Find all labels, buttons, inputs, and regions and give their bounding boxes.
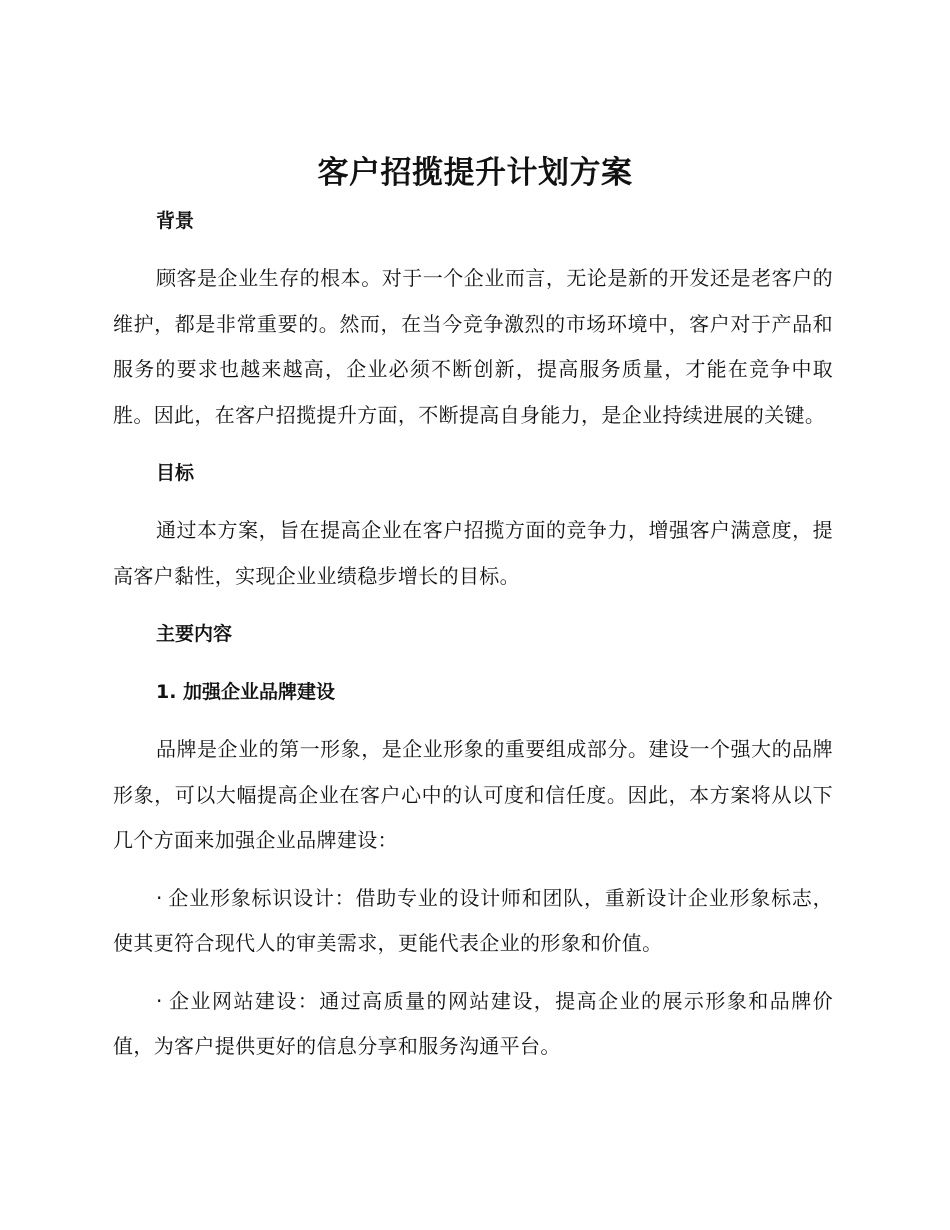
bullet-item (113, 979, 833, 1070)
subsection-heading-brand: 1. 加强企业品牌建设 (156, 681, 336, 703)
bullet-item (113, 876, 833, 967)
bullet-text: 企业网站建设：通过高质量的网站建设，提高企业的展示形象和品牌价值，为客户提供更好的信息分享和服务沟通平台。 (113, 988, 833, 1058)
section-heading-main-content: 主要内容 (156, 623, 233, 645)
paragraph-background: 顾客是企业生存的根本。对于一个企业而言，无论是新的开发还是老客户的维护，都是非常重要的。然而，在当今竞争激烈的市场环境中，客户对于产品和服务的要求也越来越高，企业必须不断创新，提高服务质量，才能在竞争中取胜。因此，在客户招揽提升方面，不断提高自身能力，是企业持续进展的关键。 (113, 266, 833, 427)
section-heading-goal: 目标 (156, 462, 195, 484)
document-title: 客户招揽提升计划方案 (317, 155, 633, 191)
paragraph-goal: 通过本方案，旨在提高企业在客户招揽方面的竞争力，增强客户满意度，提高客户黏性，实现企业业绩稳步增长的目标。 (113, 518, 833, 588)
paragraph-brand: 品牌是企业的第一形象，是企业形象的重要组成部分。建设一个强大的品牌形象，可以大幅提高企业在客户心中的认可度和信任度。因此，本方案将从以下几个方面来加强企业品牌建设： (113, 737, 833, 852)
bullet-text: 企业形象标识设计：借助专业的设计师和团队，重新设计企业形象标志，使其更符合现代人的审美需求，更能代表企业的形象和价值。 (113, 885, 833, 955)
document-body (113, 198, 833, 1082)
section-heading-background: 背景 (156, 210, 195, 232)
bullet-symbol: · (156, 885, 163, 910)
bullet-symbol: · (156, 988, 163, 1013)
